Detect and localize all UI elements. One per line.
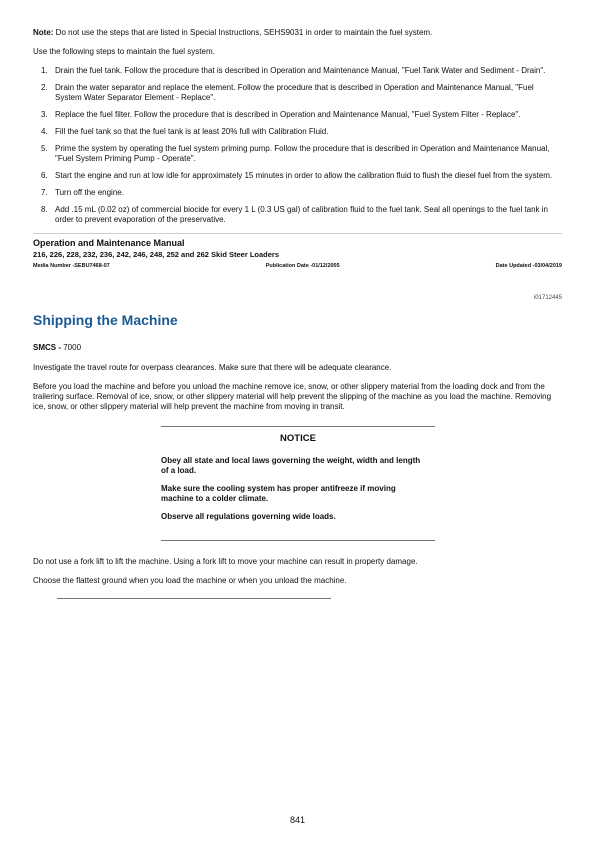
smcs-line xyxy=(33,343,562,353)
list-item xyxy=(33,188,562,198)
step-number: 6. xyxy=(41,171,48,180)
body-paragraph: Do not use a fork lift to lift the machine. Using a fork lift to move your machine can result in property damage. xyxy=(33,557,418,567)
end-divider xyxy=(57,598,331,599)
body-paragraph: Investigate the travel route for overpass clearances. Make sure that there will be adequate clearance. xyxy=(33,362,392,372)
body-paragraph: Choose the flattest ground when you load the machine or when you unload the machine. xyxy=(33,576,347,586)
step-text: Turn off the engine. xyxy=(55,188,124,197)
step-number: 1. xyxy=(41,66,48,75)
note-text: Do not use the steps that are listed in Special Instructions, SEHS9031 in order to maintain the fuel system. xyxy=(53,28,433,37)
document-id: i01712445 xyxy=(533,294,562,301)
document-page xyxy=(33,28,562,599)
date-updated: Date Updated -03/04/2019 xyxy=(495,262,562,269)
publication-date: Publication Date -01/12/2005 xyxy=(265,262,340,269)
note-label: Note: xyxy=(33,28,54,37)
step-number: 5. xyxy=(41,144,48,153)
list-item xyxy=(33,144,562,164)
manual-title: Operation and Maintenance Manual xyxy=(33,238,185,248)
notice-title: NOTICE xyxy=(280,432,316,444)
step-number: 4. xyxy=(41,127,48,136)
step-text: Prime the system by operating the fuel system priming pump. Follow the procedure that is described in Operation and Maintenance Manual, "Fuel System Priming Pump - Operate". xyxy=(55,144,550,163)
note-paragraph xyxy=(33,28,562,38)
notice-line: Obey all state and local laws governing the weight, width and length of a load. xyxy=(161,456,421,476)
step-number: 7. xyxy=(41,188,48,197)
body-paragraph: Before you load the machine and before you unload the machine remove ice, snow, or other slippery material from the loading dock and from the trailering surface. Removal of ice, snow, or other slippery material will help prevent the slipping of the machine as you load the machine. Removing ice, snow, or other slippery material will help prevent the machine from moving in transit. xyxy=(33,381,552,411)
media-number: Media Number -SEBU7468-07 xyxy=(33,262,110,269)
list-item xyxy=(33,127,562,137)
list-item xyxy=(33,83,562,103)
manual-meta xyxy=(33,263,562,270)
section-divider xyxy=(33,233,562,234)
list-item xyxy=(33,110,562,120)
step-text: Replace the fuel filter. Follow the procedure that is described in Operation and Maintenance Manual, "Fuel System Filter - Replace". xyxy=(55,110,521,119)
step-number: 3. xyxy=(41,110,48,119)
step-text: Drain the fuel tank. Follow the procedure that is described in Operation and Maintenance Manual, "Fuel Tank Water and Sediment - Drain". xyxy=(55,66,546,75)
step-number: 8. xyxy=(41,205,48,214)
step-text: Add .15 mL (0.02 oz) of commercial biocide for every 1 L (0.3 US gal) of calibration fluid to the fuel tank. Seal all openings to the fuel tank in order to prevent evaporation of the preservative. xyxy=(55,205,549,224)
steps-list xyxy=(33,66,562,225)
manual-models: 216, 226, 228, 232, 236, 242, 246, 248, 252 and 262 Skid Steer Loaders xyxy=(33,250,280,260)
list-item xyxy=(33,171,562,181)
list-item xyxy=(33,66,562,76)
smcs-label: SMCS - xyxy=(33,342,64,352)
intro-paragraph: Use the following steps to maintain the fuel system. xyxy=(33,47,215,56)
step-number: 2. xyxy=(41,83,48,92)
smcs-code: 7000 xyxy=(63,342,82,352)
step-text: Start the engine and run at low idle for approximately 15 minutes in order to allow the calibration fluid to flush the diesel fuel from the system. xyxy=(55,171,553,180)
step-text: Drain the water separator and replace the element. Follow the procedure that is described in Operation and Maintenance Manual, "Fuel System Water Separator Element - Replace". xyxy=(55,83,534,102)
step-text: Fill the fuel tank so that the fuel tank is at least 20% full with Calibration Fluid. xyxy=(55,127,329,136)
notice-line: Make sure the cooling system has proper antifreeze if moving machine to a colder climate. xyxy=(161,484,396,504)
list-item xyxy=(33,205,562,225)
section-title: Shipping the Machine xyxy=(33,312,178,328)
notice-line: Observe all regulations governing wide loads. xyxy=(161,512,336,522)
notice-box xyxy=(161,426,435,542)
page-number: 841 xyxy=(289,815,306,825)
